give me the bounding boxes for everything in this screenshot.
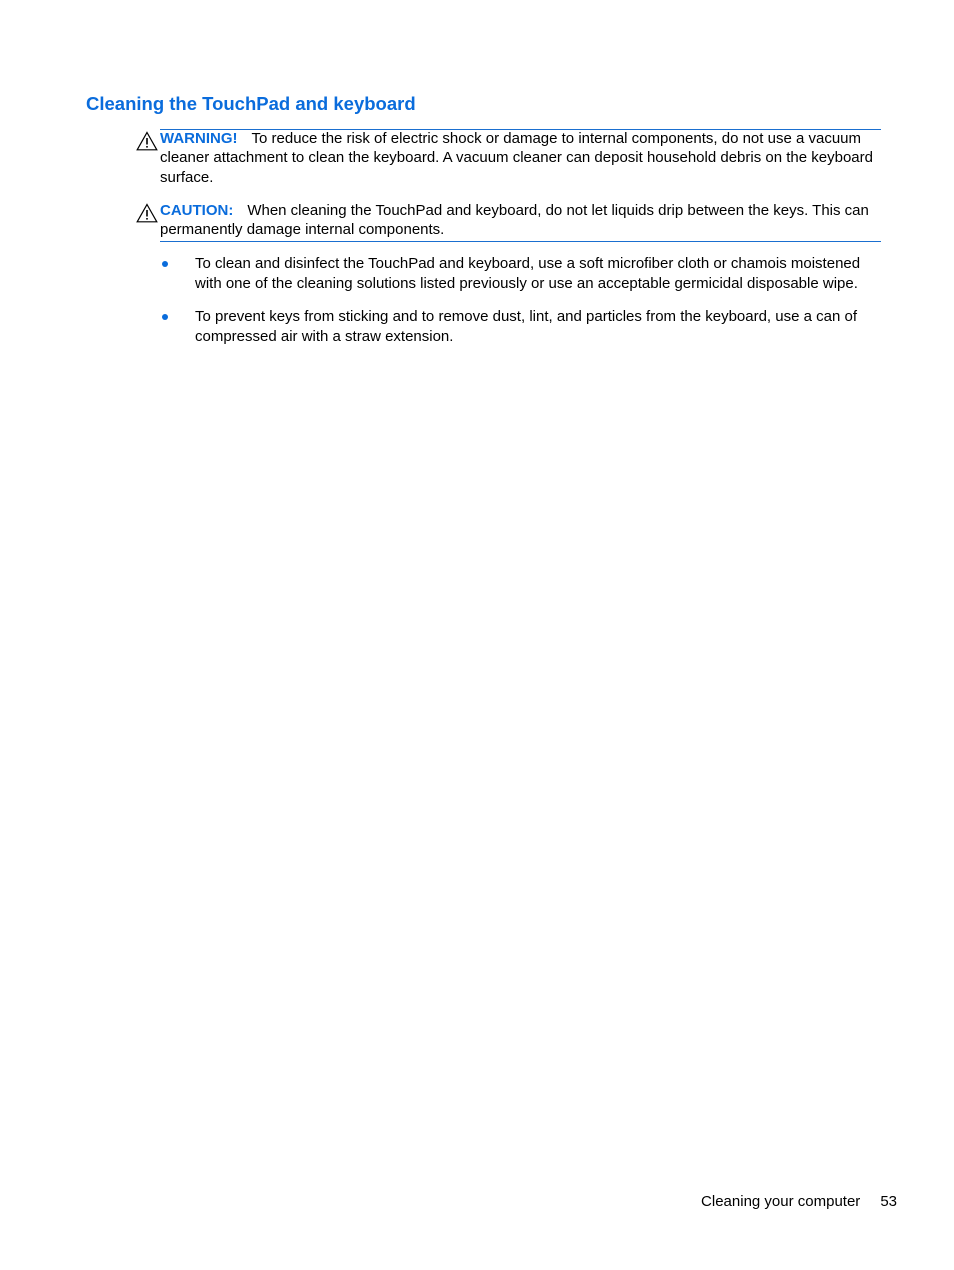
list-item (160, 307, 865, 346)
warning-triangle-icon (136, 203, 158, 223)
bullet-icon (162, 261, 168, 267)
bullet-icon (162, 314, 168, 320)
warning-text-block (160, 129, 881, 187)
warning-text: To reduce the risk of electric shock or damage to internal components, do not use a vacuum cleaner attachment to clean the keyboard. A vacuum cleaner can deposit household debris on the keyboard surface. (160, 130, 873, 186)
caution-text: When cleaning the TouchPad and keyboard, do not let liquids drip between the keys. This can permanently damage internal components. (160, 202, 869, 239)
page-number: 53 (880, 1193, 897, 1210)
page-footer (701, 1192, 897, 1211)
list-item-text: To prevent keys from sticking and to remove dust, lint, and particles from the keyboard, use a can of compressed air with a straw extension. (195, 308, 857, 345)
caution-text-block (160, 201, 881, 240)
section-title: Cleaning the TouchPad and keyboard (86, 93, 416, 114)
warning-label: WARNING! (160, 130, 238, 147)
list-item (160, 254, 865, 293)
notice-bottom-rule (160, 241, 881, 242)
warning-triangle-icon (136, 131, 158, 151)
bullet-list (160, 254, 865, 360)
footer-section-name: Cleaning your computer (701, 1193, 861, 1210)
list-item-text: To clean and disinfect the TouchPad and keyboard, use a soft microfiber cloth or chamois moistened with one of the cleaning solutions listed previously or use an acceptable germicidal disposable wipe. (195, 255, 861, 292)
caution-label: CAUTION: (160, 202, 234, 219)
